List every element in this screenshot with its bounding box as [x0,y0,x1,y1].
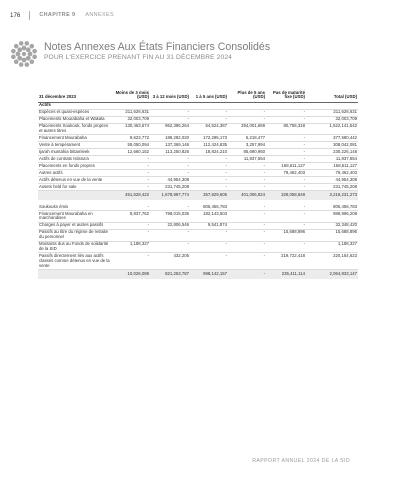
logo-petal [28,52,33,57]
table-cell: - [150,241,190,253]
logo-petal [25,41,30,46]
table-cell: - [150,116,190,123]
table-row [38,211,358,223]
table-cell: 80,755,318 [266,123,306,135]
logo-petal [26,47,31,52]
table-cell: - [150,229,190,241]
table-cell: - [190,177,228,184]
row-label: Actifs de contrats Istisna'a [38,156,112,163]
logo-petal [25,62,30,67]
table-cell: 168,611,127 [306,163,358,170]
total-cell: 2,064,833,147 [306,269,358,278]
row-label: Soukouks émis [38,204,112,210]
table-cell: 32,348,420 [306,222,358,229]
row-label: Placements en fonds propres [38,163,112,170]
table-cell: - [190,156,228,163]
table-cell: 798,015,036 [150,211,190,223]
table-row [38,156,358,163]
table-cell: 9,623,772 [112,135,150,142]
table-cell: - [112,204,150,210]
column-header: Pas de maturité fixe (USD) [272,89,305,100]
row-label: Charges à payer et autres passifs [38,222,112,229]
section-label-actifs: Actifs [38,102,358,109]
table-cell: - [190,229,228,241]
row-label: Ijarah muntahia bittamleek [38,149,112,156]
table-cell: - [112,229,150,241]
row-label [38,191,112,200]
row-label: Financement Mourabaha [38,135,112,142]
table-cell: - [190,170,228,177]
section-row-actifs [38,102,358,109]
table-cell: - [112,156,150,163]
logo-petal [22,58,27,63]
row-label: Financement Mourabaha en marchandises [38,211,112,223]
table-cell: - [266,177,306,184]
table-cell: - [228,116,266,123]
table-cell: - [150,163,190,170]
table-cell: 32,003,709 [306,116,358,123]
logo-petal [26,56,31,61]
table-cell: - [150,204,190,210]
table-cell: 1,522,141,542 [306,123,358,135]
logo-petal [17,56,22,61]
column-header: Moins de 3 mois (USD) [115,89,149,100]
logo-petal [11,49,16,54]
logo-petal [14,59,19,64]
page-number: 176 [10,11,21,19]
table-cell: - [112,222,150,229]
table-cell: 15,688,896 [266,229,306,241]
table-cell: - [112,170,150,177]
table-cell: 377,580,442 [306,135,358,142]
table-cell: - [266,241,306,253]
table-cell: - [190,116,228,123]
table-cell: - [228,241,266,253]
table-cell: - [266,109,306,116]
table-cell: 1,188,327 [306,241,358,253]
table-row [38,123,358,135]
total-cell: 998,142,157 [190,269,228,278]
table-cell: 112,424,835 [190,142,228,149]
table-row [38,222,358,229]
page-subtitle: POUR L'EXERCICE PRENANT FIN AU 31 DÉCEMBRE 2024 [44,54,232,61]
table-cell: - [228,229,266,241]
table-cell: 231,745,208 [306,184,358,191]
table-cell: 32,003,709 [112,116,150,123]
total-cell: - [228,269,266,278]
column-header: 1 à 5 ans (USD) [195,94,227,100]
row-label: Placements Soukouk, fonds propres et autres titres [38,123,112,135]
table-cell: - [228,109,266,116]
table-cell: - [228,253,266,270]
logo-petal [19,41,24,46]
logo-petal [11,55,16,60]
table-row [38,170,358,177]
chapter-label: CHAPITRE 9 [39,12,76,18]
maturity-table [38,90,358,279]
row-label: Passifs directement liés aux actifs classés comme détenus en vue de la vente [38,253,112,270]
table-cell: 79,462,403 [306,170,358,177]
table-cell: - [266,204,306,210]
table-cell: - [266,156,306,163]
table-cell: 220,154,623 [306,253,358,270]
table-cell: - [266,222,306,229]
table-row [38,253,358,270]
table-cell: - [112,177,150,184]
logo-petal [19,62,24,67]
table-cell: - [266,149,306,156]
table-cell: 231,745,208 [150,184,190,191]
table-cell: 12,660,152 [112,149,150,156]
total-cell: 10,026,089 [112,269,150,278]
table-cell: 168,611,127 [266,163,306,170]
total-cell: 357,829,605 [190,191,228,200]
table-cell: - [228,177,266,184]
table-row [38,109,358,116]
logo-petal [29,44,34,49]
table-cell: 230,226,148 [306,149,358,156]
table-row [38,116,358,123]
table-row [38,177,358,184]
logo-petal [16,52,21,57]
table-cell: 211,626,631 [306,109,358,116]
running-header [10,9,390,21]
row-label: Vente à tempérament [38,142,112,149]
table-cell: 137,369,146 [150,142,190,149]
table-cell: 219,722,418 [266,253,306,270]
table-row [38,184,358,191]
table-cell: - [190,241,228,253]
logo-petal [17,47,22,52]
table-header-row [38,90,358,102]
logo-petal [32,55,37,60]
table-cell: 172,295,173 [190,135,228,142]
table-cell: 988,996,208 [306,211,358,223]
table-row [38,149,358,156]
header-divider [29,11,30,20]
section-label: ANNEXES [85,12,114,18]
logo-petal [14,44,19,49]
table-cell: 189,282,020 [150,135,190,142]
total-cell: 3,218,231,273 [306,191,358,200]
row-label: Montants dus au Fonds de solidarité de la SID [38,241,112,253]
table-cell: - [228,170,266,177]
table-cell: 79,462,403 [266,170,306,177]
table-cell: 182,143,503 [190,211,228,223]
table-cell: 294,001,659 [228,123,266,135]
table-cell: 11,837,554 [306,156,358,163]
table-cell: 22,806,546 [150,222,190,229]
row-label: Espèces et quasi-espèces [38,109,112,116]
table-cell: - [150,109,190,116]
table-row [38,229,358,241]
table-cell: - [266,135,306,142]
table-cell: 962,396,264 [150,123,190,135]
logo-petal [32,49,37,54]
table-cell: 1,188,327 [112,241,150,253]
table-cell: - [266,184,306,191]
table-cell: - [228,222,266,229]
table-cell: 55,050,094 [112,142,150,149]
table-cell: - [190,253,228,270]
logo-petal [22,46,27,51]
table-cell: - [190,109,228,116]
table-cell: - [228,204,266,210]
table-row [38,135,358,142]
table-cell: 85,690,960 [228,149,266,156]
table-cell: 15,688,896 [306,229,358,241]
table-cell: 211,626,631 [112,109,150,116]
row-label [38,269,112,278]
column-header: 31 décembre 2023 [39,94,77,100]
row-label: Placements Mourabaha et Wakala [38,116,112,123]
table-row [38,163,358,170]
table-cell: - [190,163,228,170]
total-cell: 451,628,422 [112,191,150,200]
table-cell: 432,205 [150,253,190,270]
row-label: Actifs détenus en vue de la vente [38,177,112,184]
page-footer: RAPPORT ANNUEL 2024 DE LA SID [252,458,350,464]
table-cell: 9,541,874 [190,222,228,229]
table-cell: - [112,163,150,170]
table-cell: - [112,253,150,270]
table-cell: - [112,184,150,191]
column-header: 3 à 12 mois (USD) [152,94,189,100]
table-row [38,142,358,149]
table-cell: - [228,184,266,191]
sid-flower-logo-icon [10,40,38,68]
table-cell: 6,218,477 [228,135,266,142]
table-cell: 18,824,210 [190,149,228,156]
table-cell: 806,456,783 [306,204,358,210]
table-cell: 44,954,308 [306,177,358,184]
table-cell: 11,837,554 [228,156,266,163]
table-cell: - [150,156,190,163]
total-cell: 401,006,824 [228,191,266,200]
logo-petal [29,59,34,64]
table-cell: - [266,211,306,223]
table-cell: 130,463,674 [112,123,150,135]
row-label: Passifs au titre du régime de retraite du personnel [38,229,112,241]
total-cell: 328,058,848 [266,191,306,200]
table-cell: 54,524,387 [190,123,228,135]
table-cell: 113,250,826 [150,149,190,156]
table-cell: 44,954,308 [150,177,190,184]
column-header: Plus de 5 ans (USD) [237,89,265,100]
table-cell: - [228,163,266,170]
total-cell: 821,253,787 [150,269,190,278]
row-label: Assets held for sale [38,184,112,191]
table-cell: 806,456,783 [190,204,228,210]
table-cell: 3,257,994 [228,142,266,149]
row-label: Autres actifs [38,170,112,177]
total-cell: 235,411,114 [266,269,306,278]
liabilities-total-row [38,269,358,278]
table-cell: - [266,142,306,149]
table-cell: - [228,211,266,223]
page-title: Notes Annexes Aux États Financiers Consolidés [44,41,271,53]
table-cell: - [150,170,190,177]
table-cell: - [266,116,306,123]
total-cell: 1,678,997,774 [150,191,190,200]
table-cell: 8,837,762 [112,211,150,223]
column-header: Total (USD) [333,94,357,100]
assets-total-row [38,191,358,200]
table-cell: 308,042,081 [306,142,358,149]
table-row [38,241,358,253]
table-cell: - [190,184,228,191]
